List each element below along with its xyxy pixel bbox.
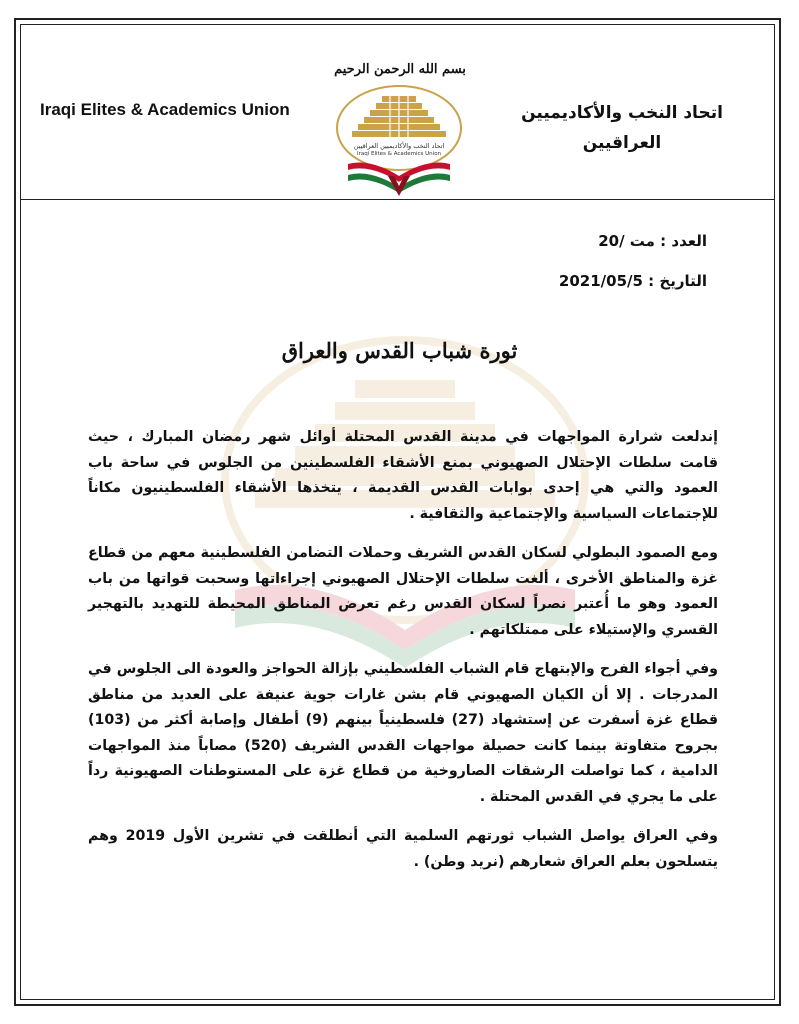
document-number-label: العدد : [660, 232, 707, 250]
union-logo [330, 78, 468, 198]
org-name-arabic [507, 98, 737, 158]
document-number-value: مت /20 [598, 232, 655, 250]
document-body [88, 425, 718, 889]
header-divider [20, 199, 775, 200]
paragraph-4: وفي العراق يواصل الشباب ثورتهم السلمية التي أنطلقت في تشرين الأول 2019 وهم يتسلحون بعلم العراق شعارهم (نريد وطن) . [88, 828, 718, 870]
document-date-label: التاريخ : [648, 272, 707, 290]
logo-flag-ribbon [348, 163, 450, 197]
document-number [598, 232, 707, 250]
logo-ziggurat-lines [390, 96, 408, 137]
document-date [559, 272, 707, 290]
paragraph-1: إندلعت شرارة المواجهات في مدينة القدس المحتلة أوائل شهر رمضان المبارك ، حيث قامت سلطات الإحتلال الصهيوني بمنع الأشقاء الفلسطينين من الجلوس في ساحة باب العمود والتي هي إحدى بوابات القدس القديمة ، يتخذها الأشقاء الفلسطينيون مكاناً للإجتماعات السياسية والإجتماعية والثقافية . [88, 429, 718, 522]
basmala: بسم الله الرحمن الرحيم [334, 62, 466, 77]
paragraph-3: وفي أجواء الفرح والإبتهاج قام الشباب الفلسطيني بإزالة الحواجز والعودة الى الجلوس في المدرجات . إلا أن الكيان الصهيوني قام بشن غارات جوية عنيفة على العديد من مناطق قطاع غزة أسفرت عن إستشهاد (27) فلسطينياً بينهم (9) أطفال وإصابة أكثر من (103) بجروح متفاوتة بينما كانت حصيلة مواجهات القدس الشريف (520) مصاباً منذ المواجهات الدامية ، كما تواصلت الرشقات الصاروخية من قطاع غزة على المستوطنات الصهيونية رداً على ما يجري في القدس المحتلة . [88, 661, 719, 805]
paragraph-2: ومع الصمود البطولي لسكان القدس الشريف وحملات التضامن الفلسطينية معهم من قطاع غزة والمناطق الأخرى ، ألغت سلطات الإحتلال الصهيوني إجراءاتها وسحبت قواتها من باب العمود وهو ما أُعتبر نصراً لسكان القدس رغم تعرض المناطق المحيطة للتهديد بالتهجير القسري والإستيلاء على ممتلكاتهم . [88, 545, 718, 638]
document-title: ثورة شباب القدس والعراق [281, 338, 518, 363]
logo-text-en: Iraqi Elites & Academics Union [356, 151, 442, 157]
org-name-english: Iraqi Elites & Academics Union [40, 100, 290, 119]
org-name-arabic-line1: اتحاد النخب والأكاديميين [521, 103, 723, 123]
document-date-value: 2021/05/5 [558, 272, 643, 290]
org-name-arabic-line2: العراقيين [582, 133, 662, 153]
logo-text-ar: اتحاد النخب والأكاديميين العراقيين [353, 142, 445, 150]
